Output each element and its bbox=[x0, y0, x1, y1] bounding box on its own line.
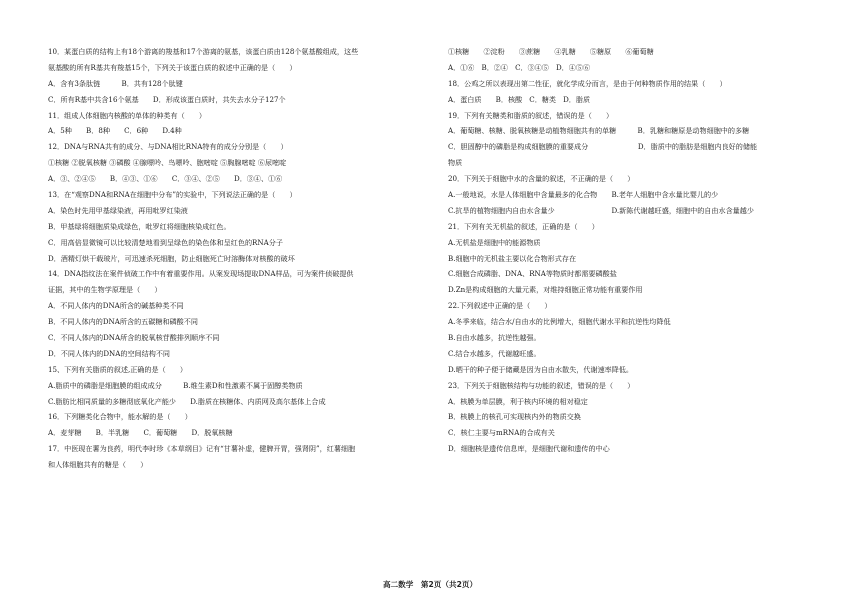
text-line: D.Zn是构成细胞的大量元素，对维持细胞正常功能有重要作用 bbox=[448, 285, 643, 295]
text-line: 证据，其中的生物学原理是（ ） bbox=[48, 285, 162, 295]
right-column bbox=[448, 44, 832, 457]
text-line: 21．下列有关无机盐的叙述，正确的是（ ） bbox=[448, 221, 599, 231]
text-line: B.自由水越多，抗逆性越强。 bbox=[448, 333, 541, 343]
text-line: B．核膜上的核孔可实现核内外的物质交换 bbox=[448, 412, 581, 422]
left-column bbox=[48, 44, 432, 473]
text-line: 11．组成人体细胞内核酸的单体的种类有（ ） bbox=[48, 110, 206, 120]
text-line: D．酒精灯烘干载玻片，可迅速杀死细胞，防止细胞死亡时溶酶体对核酸的破坏 bbox=[48, 253, 295, 263]
text-line: D.晒干的种子便于储藏是因为自由水散失，代谢速率降低。 bbox=[448, 364, 634, 374]
text-line: C.抗旱的植物细胞内自由水含量少 D.新陈代谢越旺盛，细胞中的自由水含量越少 bbox=[448, 205, 754, 215]
text-line: 15、下列有关脂质的叙述,正确的是（ ） bbox=[48, 364, 187, 374]
text-line: 20．下列关于细胞中水的含量的叙述，不正确的是（ ） bbox=[448, 174, 635, 184]
text-line: 14．DNA指纹法在案件侦破工作中有着重要作用。从案发现场提取DNA样品，可为案件侦破提供 bbox=[48, 269, 354, 279]
text-line: D．不同人体内的DNA的空间结构不同 bbox=[48, 348, 171, 358]
text-line: A．5种 B．8种 C．6种 D.4种 bbox=[48, 126, 182, 136]
text-line: C.结合水越多，代谢越旺盛。 bbox=[448, 348, 541, 358]
text-line: A.冬季来临，结合水/自由水的比例增大，细胞代谢水平和抗逆性均降低 bbox=[448, 317, 671, 327]
text-line: A．③、②④⑤ B．④③、①⑥ C．③④、②⑤ D．③④、①⑥ bbox=[48, 174, 283, 184]
text-line: 12．DNA与RNA共有的成分、与DNA相比RNA特有的成分分别是（ ） bbox=[48, 142, 288, 152]
text-line: 物质 bbox=[448, 158, 463, 168]
text-line: B．不同人体内的DNA所含的五碳糖和磷酸不同 bbox=[48, 317, 198, 327]
text-line: 10．某蛋白质的结构上有18个游离的羧基和17个游离的氨基，该蛋白质由128个氨基酸组成，这些 bbox=[48, 47, 359, 56]
text-line: A.脂质中的磷脂是细胞膜的组成成分 B.维生素D和性激素不属于固醇类物质 bbox=[48, 380, 303, 390]
text-line: C．核仁主要与mRNA的合成有关 bbox=[448, 428, 555, 438]
text-line: A.无机盐是细胞中的能源物质 bbox=[448, 237, 541, 247]
text-line: C．不同人体内的DNA所含的脱氧核苷酸排列顺序不同 bbox=[48, 333, 220, 343]
text-line: 22.下列叙述中正确的是（ ） bbox=[448, 301, 552, 311]
text-line: C．用高倍显微镜可以比较清楚地看到呈绿色的染色体和呈红色的RNA分子 bbox=[48, 237, 283, 247]
text-line: 和人体细胞共有的糖是（ ） bbox=[48, 460, 148, 470]
text-line: D．细胞核是遗传信息库，是细胞代谢和遗传的中心 bbox=[448, 444, 610, 454]
text-line: A．不同人体内的DNA所含的碱基种类不同 bbox=[48, 301, 184, 311]
text-line: A．蛋白质 B．核酸 C．糖类 D．脂质 bbox=[448, 94, 591, 104]
text-line: A.一般地说，水是人体细胞中含量最多的化合物 B.老年人细胞中含水量比婴儿的少 bbox=[448, 190, 719, 200]
text-line: 17．中医现在薯为良药，明代李时珍《本草纲目》记有“甘薯补虚，健脾开胃，强肾阴”，红薯细胞 bbox=[48, 444, 356, 454]
text-line: C.细胞合成磷脂、DNA、RNA等物质时都需要磷酸盐 bbox=[448, 269, 617, 279]
text-line: 16．下列糖类化合物中，能水解的是（ ） bbox=[48, 412, 192, 422]
text-line: ①核糖 ②淀粉 ③蔗糖 ④乳糖 ⑤糖原 ⑥葡萄糖 bbox=[448, 47, 654, 56]
text-line: 13．在“观察DNA和RNA在细胞中分布”的实验中，下列说法正确的是（ ） bbox=[48, 190, 297, 200]
text-line: B．甲基绿将细胞质染成绿色，吡罗红将细胞核染成红色。 bbox=[48, 221, 231, 231]
text-line: A．葡萄糖、核糖、脱氧核糖是动植物细胞共有的单糖 B．乳糖和糖原是动物细胞中的多糖 bbox=[448, 126, 750, 136]
text-line: A．含有3条肽链 B．共有128个肽键 bbox=[48, 78, 183, 88]
text-line: C.脂肪比相同质量的多糖彻底氧化产能少 D.脂质在核糖体、内质网及高尔基体上合成 bbox=[48, 396, 326, 406]
text-line: C．胆固醇中的磷脂是构成细胞膜的重要成分 D．脂质中的脂肪是细胞内良好的储能 bbox=[448, 142, 758, 152]
text-line: 19．下列有关糖类和脂质的叙述，错误的是（ ） bbox=[448, 110, 614, 120]
text-line: A．麦芽糖 B．半乳糖 C．葡萄糖 D．脱氧核糖 bbox=[48, 428, 233, 438]
text-line: 18．公鸡之所以表现出第二性征，就化学成分而言，是由于何种物质作用的结果（ ） bbox=[448, 78, 727, 88]
page-footer: 高二数学 第2页（共2页） bbox=[382, 580, 478, 589]
text-line: 23．下列关于细胞核结构与功能的叙述，错误的是（ ） bbox=[448, 380, 635, 390]
text-line: A．核膜为单层膜，利于核内环境的相对稳定 bbox=[448, 396, 588, 406]
text-line: A．①⑥ B．②④ C．③④⑤ D．④⑤⑥ bbox=[448, 62, 591, 72]
text-line: ①核糖 ②脱氧核糖 ③磷酸 ④腺嘌呤、鸟嘌呤、胞嘧啶 ⑤胸腺嘧啶 ⑥尿嘧啶 bbox=[48, 158, 287, 168]
text-line: B.细胞中的无机盐主要以化合物形式存在 bbox=[448, 253, 577, 263]
text-line: A．染色时先用甲基绿染液，再用吡罗红染液 bbox=[48, 205, 188, 215]
text-line: 氨基酸的所有R基共有羧基15个，下列关于该蛋白质的叙述中正确的是（ ） bbox=[48, 62, 297, 72]
text-line: C．所有R基中共含16个氨基 D．形成该蛋白质时，共失去水分子127个 bbox=[48, 94, 286, 104]
